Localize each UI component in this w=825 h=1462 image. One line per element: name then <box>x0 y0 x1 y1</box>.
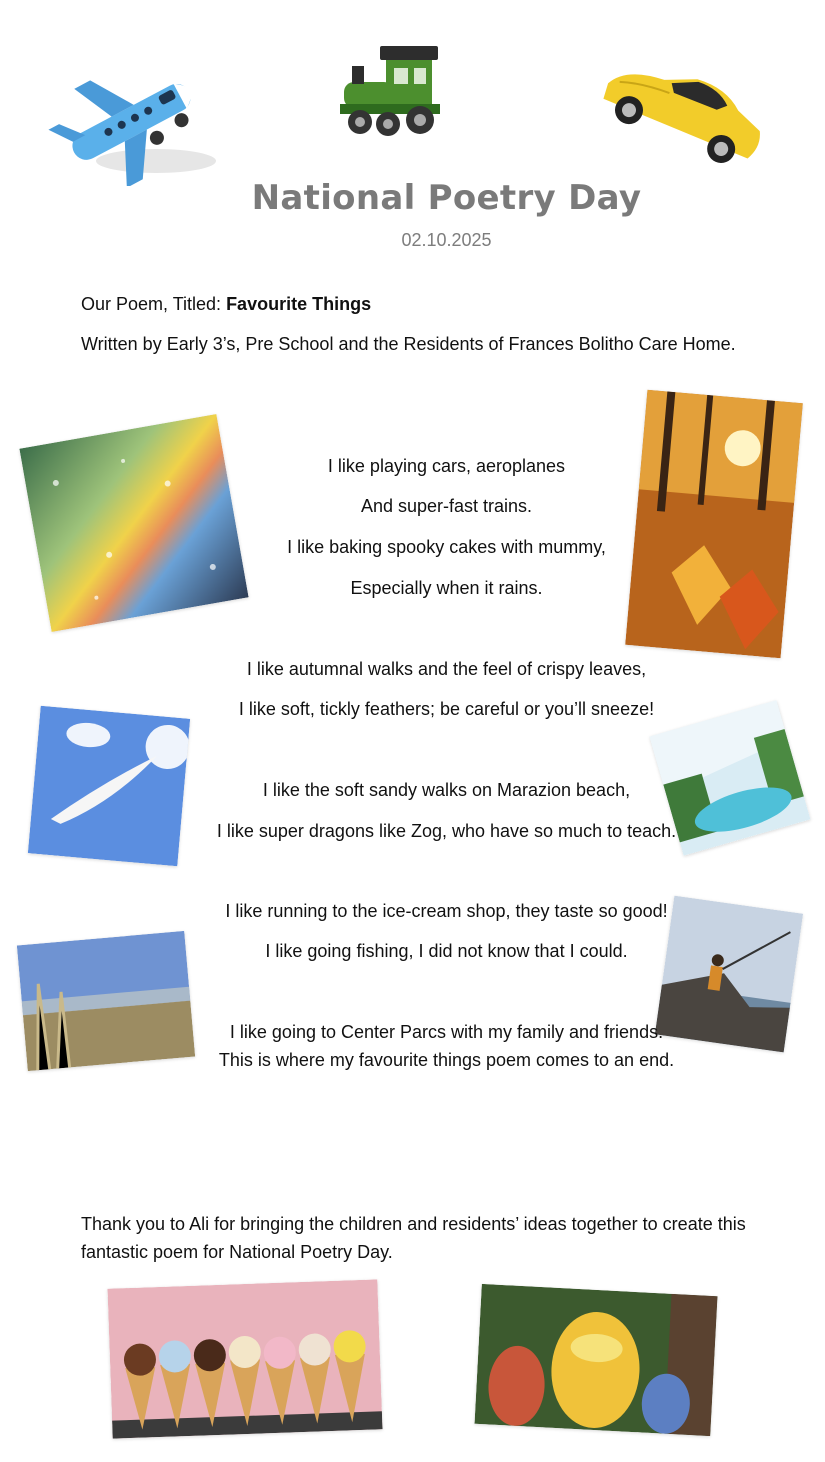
toy-car-image <box>592 54 772 174</box>
poem-line: I like the soft sandy walks on Marazion beach, <box>262 780 631 800</box>
poem-line: I like baking spooky cakes with mummy, <box>287 537 606 557</box>
rainbow-window-photo <box>19 414 248 632</box>
toy-plane-image <box>36 56 226 186</box>
zog-dragons-photo <box>474 1284 717 1436</box>
autumn-forest-photo <box>625 390 803 659</box>
ice-cream-cones-photo <box>107 1279 382 1438</box>
poem-line: I like super dragons like Zog, who have so much to teach. <box>216 821 677 841</box>
poem-title: Favourite Things <box>226 294 372 314</box>
poem-line: I like going fishing, I did not know that I could. <box>265 941 628 961</box>
toy-train-image <box>336 44 444 142</box>
thank-you-note: Thank you to Ali for bringing the children and residents’ ideas together to create this fantastic poem for National Poetry Day. <box>81 1214 746 1262</box>
written-by-line: Written by Early 3’s, Pre School and the Residents of Frances Bolitho Care Home. <box>81 334 736 354</box>
poem-line: I like running to the ice-cream shop, they taste so good! <box>225 901 668 921</box>
poem-line: This is where my favourite things poem comes to an end. <box>218 1050 675 1070</box>
page-title: National Poetry Day <box>251 178 642 218</box>
poem-line: I like soft, tickly feathers; be careful or you’ll sneeze! <box>238 699 655 719</box>
poem-line: And super-fast trains. <box>360 496 533 516</box>
poem-title-line <box>81 294 371 315</box>
poem-line: I like going to Center Parcs with my family and friends. <box>229 1022 664 1042</box>
poem-line: I like playing cars, aeroplanes <box>327 456 566 476</box>
poem-line: I like autumnal walks and the feel of crispy leaves, <box>246 659 647 679</box>
poetry-day-date: 02.10.2025 <box>401 230 492 250</box>
poem-title-prefix: Our Poem, Titled: <box>81 294 227 314</box>
poem-line: Especially when it rains. <box>350 578 543 598</box>
